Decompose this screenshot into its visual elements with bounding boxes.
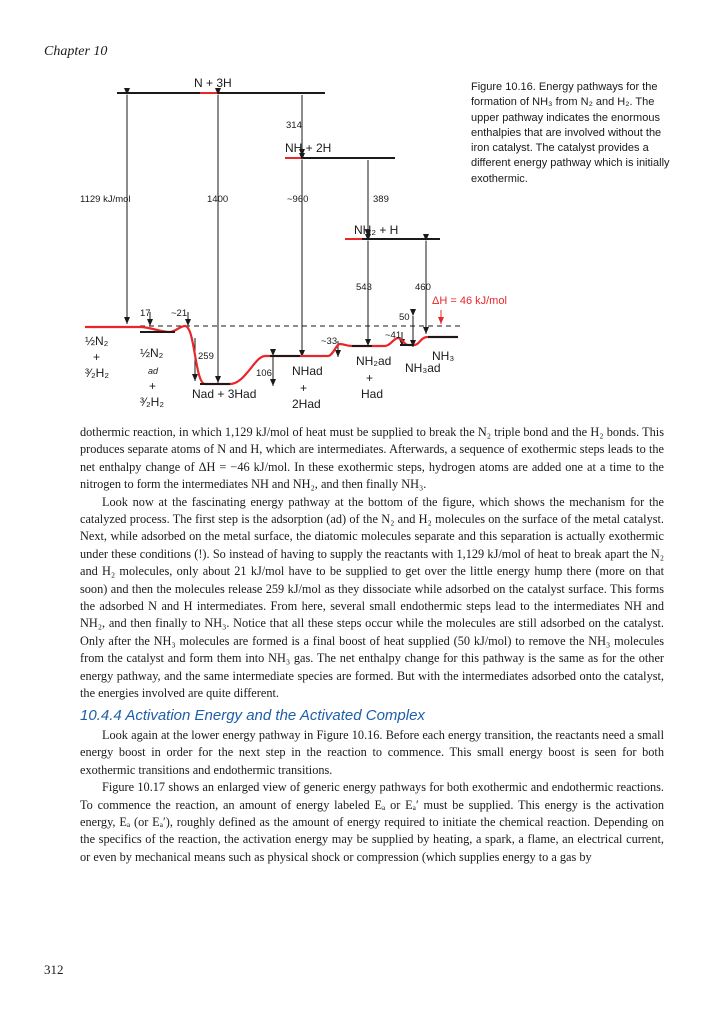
label-nh-ad-plus: + [300, 381, 308, 395]
value-33: ~33 [321, 336, 338, 347]
energy-pathway-figure [0, 0, 709, 420]
label-n3h: N + 3H [194, 76, 232, 90]
label-nh2-ad-plus: + [366, 371, 374, 385]
value-106: 106 [256, 368, 272, 379]
label-nh2-ad-a: NH₂ad [356, 354, 392, 368]
label-nh2h-b: NH₂ + H [354, 223, 399, 237]
label-reactants-b: ³⁄₂H₂ [85, 366, 109, 380]
label-nh2h: NH + 2H [285, 141, 332, 155]
value-41: ~41 [385, 330, 402, 341]
label-reactants-plus: + [93, 350, 101, 364]
label-nh-ad-a: NHad [292, 364, 323, 378]
value-960: ~960 [287, 194, 309, 205]
label-nh-ad-b: 2Had [292, 397, 321, 411]
running-head: Chapter 10 [44, 44, 108, 59]
label-n-ad: Nad + 3Had [192, 387, 257, 401]
figure-caption: Figure 10.16. Energy pathways for the formation of NH₃ from N₂ and H₂. The upper pathway indicates the enormous enthalpies that are involved without the iron catalyst. The catalyst provides a different energy pathway which is initially exothermic. [471, 81, 670, 185]
label-ads-a: ½N₂ [140, 346, 164, 360]
value-389: 389 [373, 194, 389, 205]
label-ads-ad: ad [148, 366, 159, 376]
label-nh2-ad-b: Had [361, 387, 384, 401]
value-314: 314 [286, 120, 302, 131]
page-number: 312 [44, 962, 64, 977]
paragraph-1: dothermic reaction, in which 1,129 kJ/mol of heat must be supplied to break the N₂ triple bond and the H₂ bonds. This produces separate atoms of N and H, which are intermediates. Afterwards, a sequence of exothermic steps leads to the net enthalpy change of ΔH = −46 kJ/mol. In these exothermic steps, hydrogen atoms are added one at a time to the nitrogen to form the intermediates NH and NH₂, and then finally NH₃. [80, 425, 664, 492]
label-nh3-ad: NH₃ad [405, 361, 441, 375]
section-heading: 10.4.4 Activation Energy and the Activated Complex [80, 706, 425, 724]
value-17: 17 [140, 308, 151, 319]
label-nh3: NH₃ [432, 349, 455, 363]
body-text [80, 424, 664, 866]
value-543: 543 [356, 282, 372, 293]
level-red-ticks [200, 93, 362, 239]
energy-arrows [127, 95, 426, 386]
value-21: ~21 [171, 308, 188, 319]
value-1129: 1129 kJ/mol [80, 194, 131, 205]
value-460: 460 [415, 282, 431, 293]
value-delta-h: ΔH = 46 kJ/mol [432, 295, 507, 307]
value-1400: 1400 [207, 194, 229, 205]
paragraph-4: Figure 10.17 shows an enlarged view of generic energy pathways for both exothermic and endothermic reactions. To commence the reaction, an amount of energy labeled Eₐ or Eₐ′ must be supplied. This energy is the activation energy, Eₐ (or Eₐ′), roughly defined as the amount of energy required to initiate the chemical reaction. Depending on the specifics of the reaction, the activation energy may be supplied by heating, a spark, a flame, an electrical current, or even by mechanical means such as physical shock or compression (which supplies energy to a gas by [80, 780, 664, 864]
value-259: 259 [198, 351, 214, 362]
label-reactants-a: ½N₂ [85, 334, 109, 348]
label-ads-plus: + [149, 379, 157, 393]
paragraph-3: Look again at the lower energy pathway in Figure 10.16. Before each energy transition, the reactants need a small energy boost in order for the next step in the reaction to commence. This small energy boost is seen for both exothermic transitions and endothermic transitions. [80, 727, 664, 777]
label-ads-b: ³⁄₂H₂ [140, 395, 164, 409]
uncatalysed-levels [117, 93, 440, 239]
paragraph-2: Look now at the fascinating energy pathway at the bottom of the figure, which shows the mechanism for the catalyzed process. The first step is the adsorption (ad) of the N₂ and H₂ molecules on the surface of the metal catalyst. Next, while adsorbed on the metal surface, the diatomic molecules separate and this separation is actually exothermic under these conditions (!). So instead of having to supply the reactants with 1,129 kJ/mol of heat to break apart the N₂ and H₂ molecules, only about 21 kJ/mol have to be supplied to get over the little energy hump there (more on that soon) and then the molecules release 259 kJ/mol as they dissociate while adsorbed on the catalyst surface. This forms the adsorbed N and H intermediates. From here, several small endothermic steps lead to the intermediates NH and NH₂, and then finally to NH₃. Notice that all these steps occur while the molecules are still adsorbed on the catalyst. Only after the NH₃ molecules are formed is a final boost of heat supplied (50 kJ/mol) to remove the NH₃ molecules from the catalyst and form them into NH₃ gas. The net enthalpy change for this pathway is the same as for the other energy pathway, and the same intermediate species are formed. But with the intermediates adsorbed onto the catalyst, the energies involved are quite different. [80, 494, 664, 701]
value-50: 50 [399, 312, 410, 323]
